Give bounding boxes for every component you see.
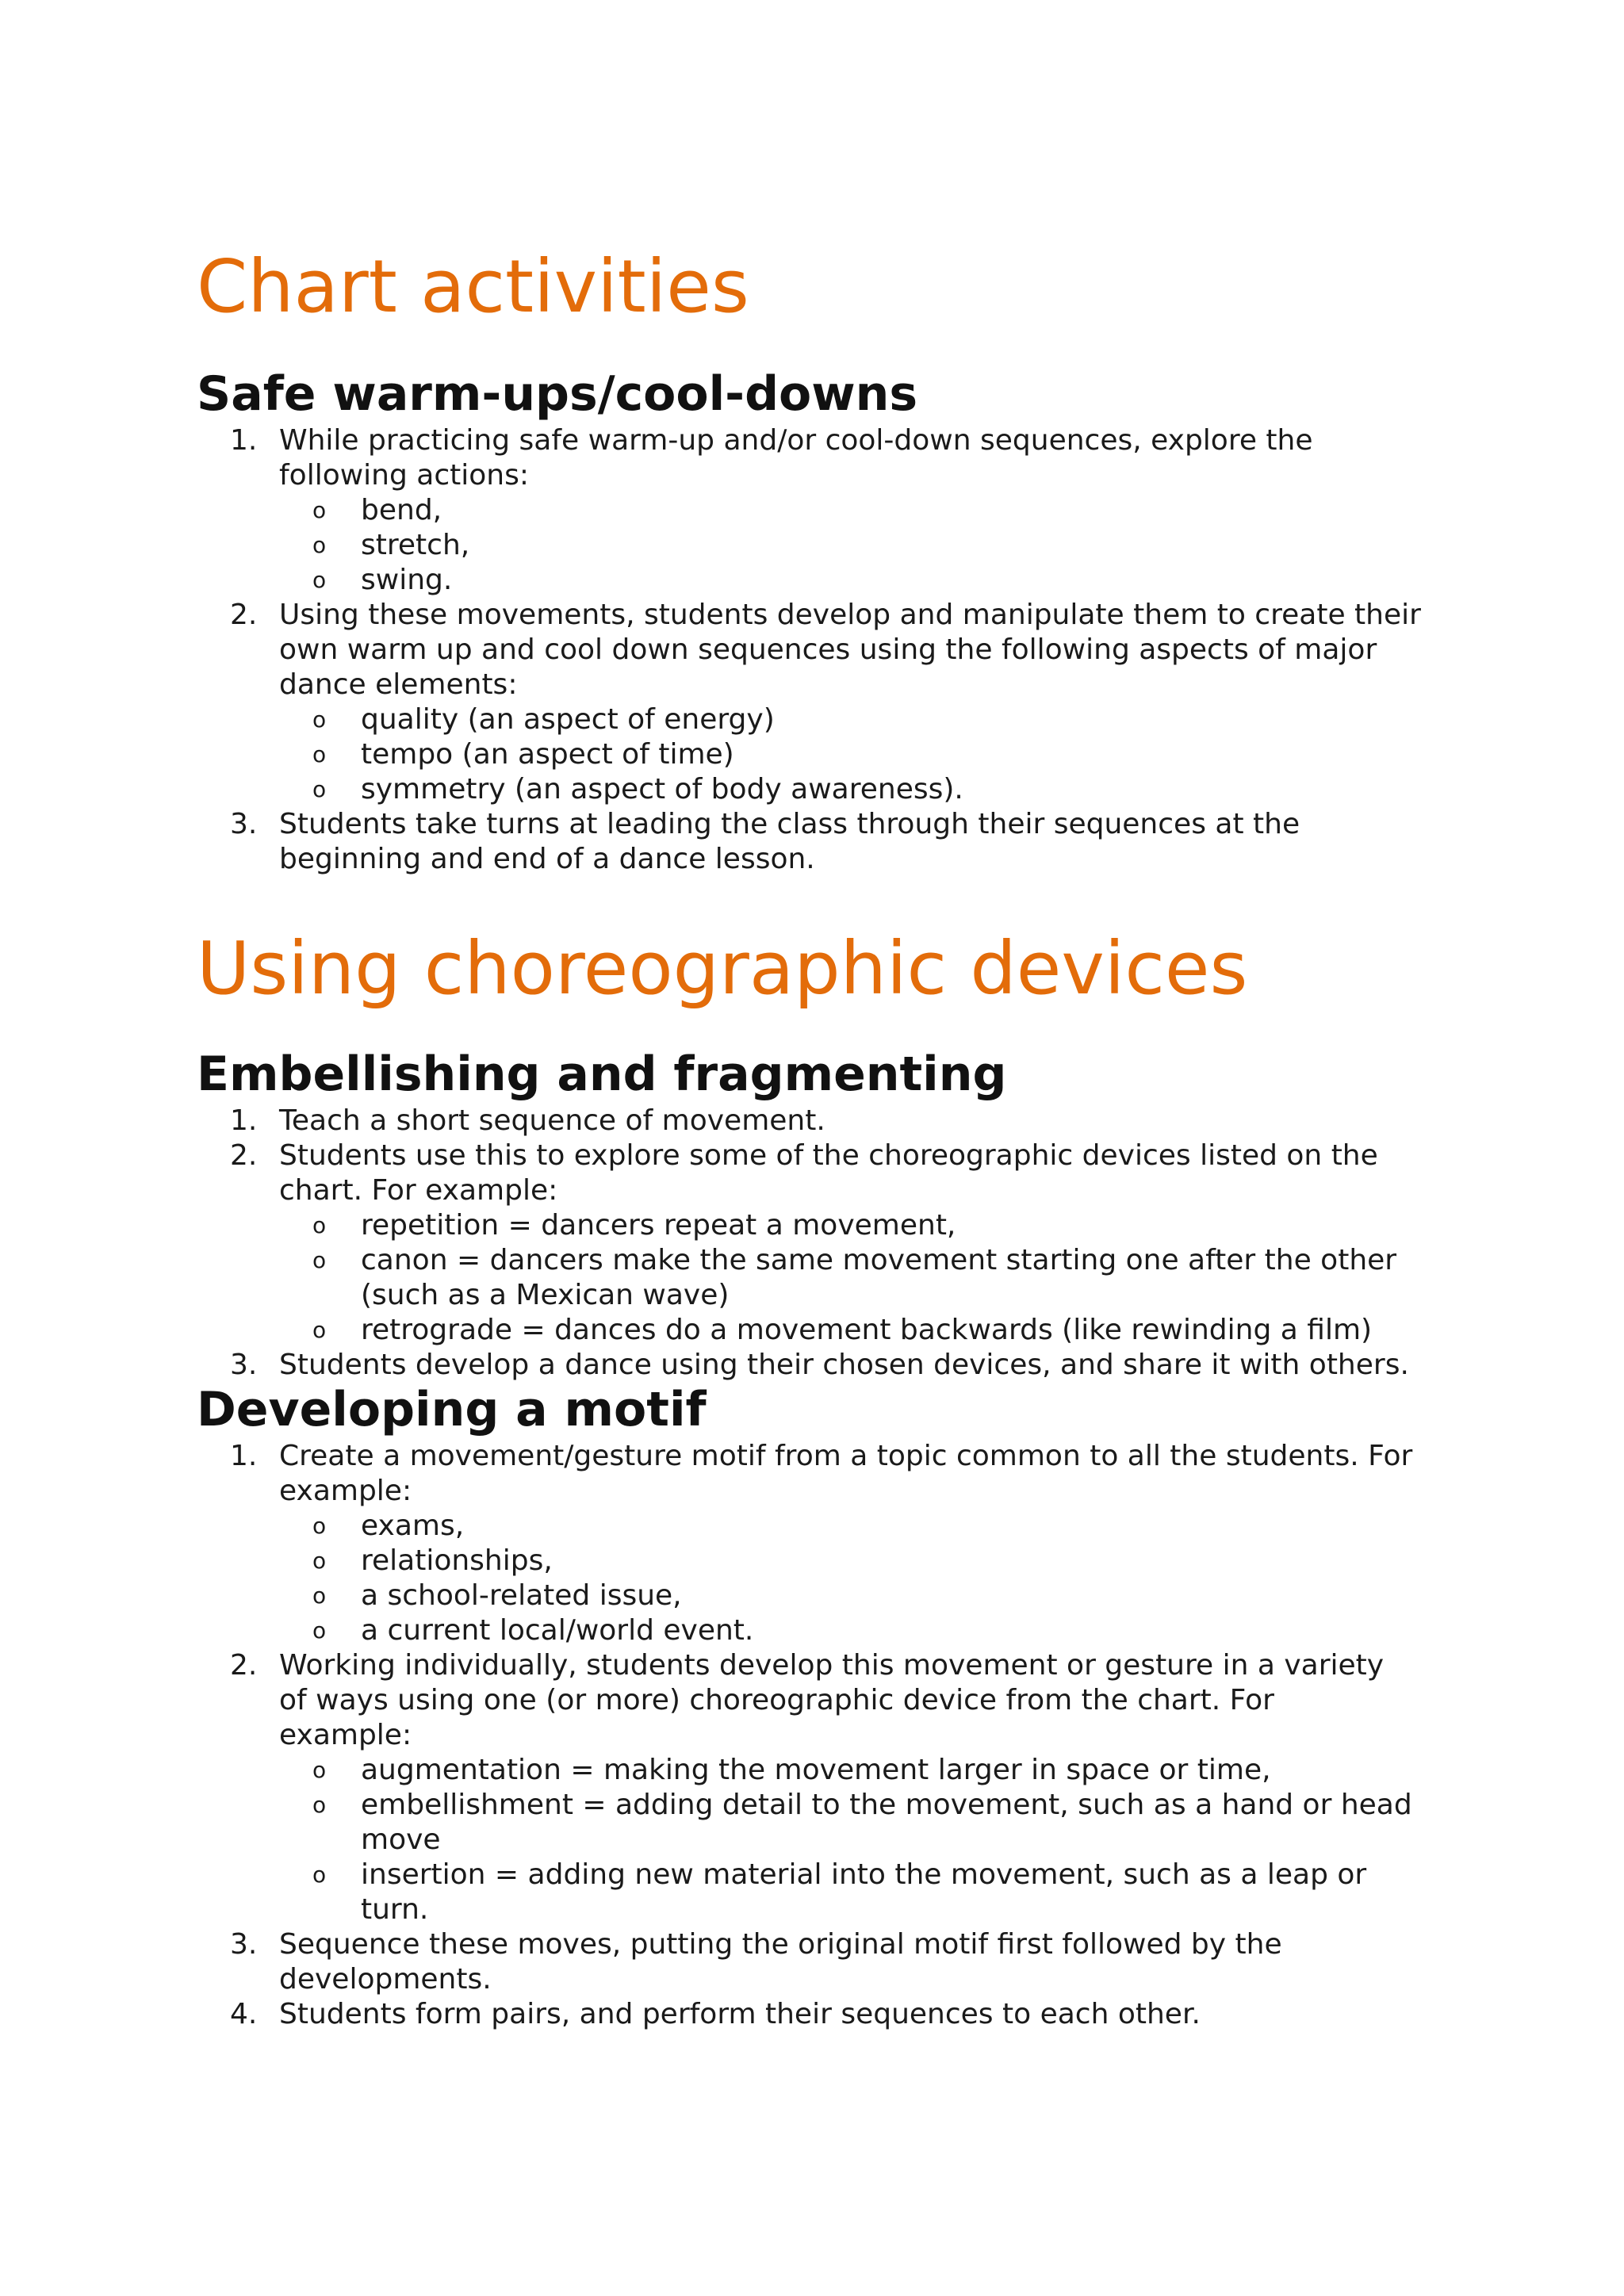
bullet-item-text: retrograde = dances do a movement backwards (like rewinding a film) <box>361 1314 1373 1346</box>
bullet-icon: o <box>312 1757 327 1783</box>
bullet-icon: o <box>312 776 327 802</box>
list-item-number: 2. <box>230 1649 258 1682</box>
subheading-safe-warm-ups: Safe warm-ups/cool-downs <box>197 366 918 422</box>
bullet-item-text: turn. <box>361 1893 429 1926</box>
list-item-number: 4. <box>230 1998 258 2030</box>
list-item-text: Students use this to explore some of the choreographic devices listed on the <box>279 1139 1378 1172</box>
list-item-text: Students form pairs, and perform their sequences to each other. <box>279 1998 1201 2030</box>
list-item-text: own warm up and cool down sequences using the following aspects of major <box>279 633 1377 666</box>
bullet-item-text: swing. <box>361 564 453 596</box>
bullet-item-text: embellishment = adding detail to the movement, such as a hand or head <box>361 1789 1412 1821</box>
bullet-icon: o <box>312 1582 327 1609</box>
list-item-number: 3. <box>230 808 258 840</box>
bullet-item-text: a school-related issue, <box>361 1579 682 1612</box>
bullet-icon: o <box>312 1862 327 1888</box>
bullet-icon: o <box>312 497 327 523</box>
bullet-item-text: (such as a Mexican wave) <box>361 1279 730 1311</box>
bullet-item-text: move <box>361 1823 441 1856</box>
list-item-text: of ways using one (or more) choreographic device from the chart. For <box>279 1684 1274 1716</box>
list-item-number: 2. <box>230 1139 258 1172</box>
list-item-number: 3. <box>230 1349 258 1381</box>
bullet-icon: o <box>312 706 327 733</box>
list-item-number: 1. <box>230 1104 258 1137</box>
bullet-icon: o <box>312 1212 327 1238</box>
bullet-item-text: tempo (an aspect of time) <box>361 738 734 771</box>
bullet-item-text: quality (an aspect of energy) <box>361 703 775 736</box>
list-item-number: 2. <box>230 599 258 631</box>
bullet-icon: o <box>312 1548 327 1574</box>
list-item-text: Working individually, students develop this movement or gesture in a variety <box>279 1649 1385 1682</box>
bullet-item-text: a current local/world event. <box>361 1614 754 1647</box>
list-item-text: example: <box>279 1475 412 1507</box>
list-item-text: Students develop a dance using their chosen devices, and share it with others. <box>279 1349 1409 1381</box>
list-item-text: Sequence these moves, putting the original motif first followed by the <box>279 1928 1282 1961</box>
list-item-number: 3. <box>230 1928 258 1961</box>
subheading-developing-motif: Developing a motif <box>197 1382 707 1437</box>
subheading-embellishing: Embellishing and fragmenting <box>197 1047 1007 1102</box>
list-item-text: Create a movement/gesture motif from a topic common to all the students. For <box>279 1440 1413 1472</box>
bullet-item-text: stretch, <box>361 529 470 561</box>
bullet-item-text: insertion = adding new material into the movement, such as a leap or <box>361 1858 1367 1891</box>
list-item-text: chart. For example: <box>279 1174 558 1207</box>
list-item-text: Teach a short sequence of movement. <box>279 1104 825 1137</box>
bullet-icon: o <box>312 741 327 767</box>
list-item-number: 1. <box>230 1440 258 1472</box>
bullet-item-text: exams, <box>361 1510 465 1542</box>
bullet-icon: o <box>312 1792 327 1818</box>
bullet-icon: o <box>312 567 327 593</box>
bullet-item-text: symmetry (an aspect of body awareness). <box>361 773 963 806</box>
bullet-item-text: relationships, <box>361 1544 553 1577</box>
list-item-text: developments. <box>279 1963 492 1996</box>
bullet-item-text: repetition = dancers repeat a movement, <box>361 1209 956 1242</box>
bullet-icon: o <box>312 532 327 558</box>
bullet-item-text: bend, <box>361 494 442 526</box>
list-item-number: 1. <box>230 424 258 457</box>
list-item-text: following actions: <box>279 459 529 492</box>
list-item-text: dance elements: <box>279 668 518 701</box>
list-item-text: example: <box>279 1719 412 1751</box>
list-item-text: While practicing safe warm-up and/or cool-down sequences, explore the <box>279 424 1313 457</box>
bullet-item-text: canon = dancers make the same movement starting one after the other <box>361 1244 1397 1276</box>
list-item-text: Students take turns at leading the class through their sequences at the <box>279 808 1300 840</box>
list-item-text: beginning and end of a dance lesson. <box>279 843 815 875</box>
list-item-text: Using these movements, students develop and manipulate them to create their <box>279 599 1421 631</box>
bullet-item-text: augmentation = making the movement larger in space or time, <box>361 1754 1271 1786</box>
section-title-chart-activities: Chart activities <box>197 244 749 329</box>
bullet-icon: o <box>312 1317 327 1343</box>
bullet-icon: o <box>312 1617 327 1644</box>
bullet-icon: o <box>312 1513 327 1539</box>
section-title-choreographic-devices: Using choreographic devices <box>197 926 1248 1011</box>
bullet-icon: o <box>312 1247 327 1273</box>
